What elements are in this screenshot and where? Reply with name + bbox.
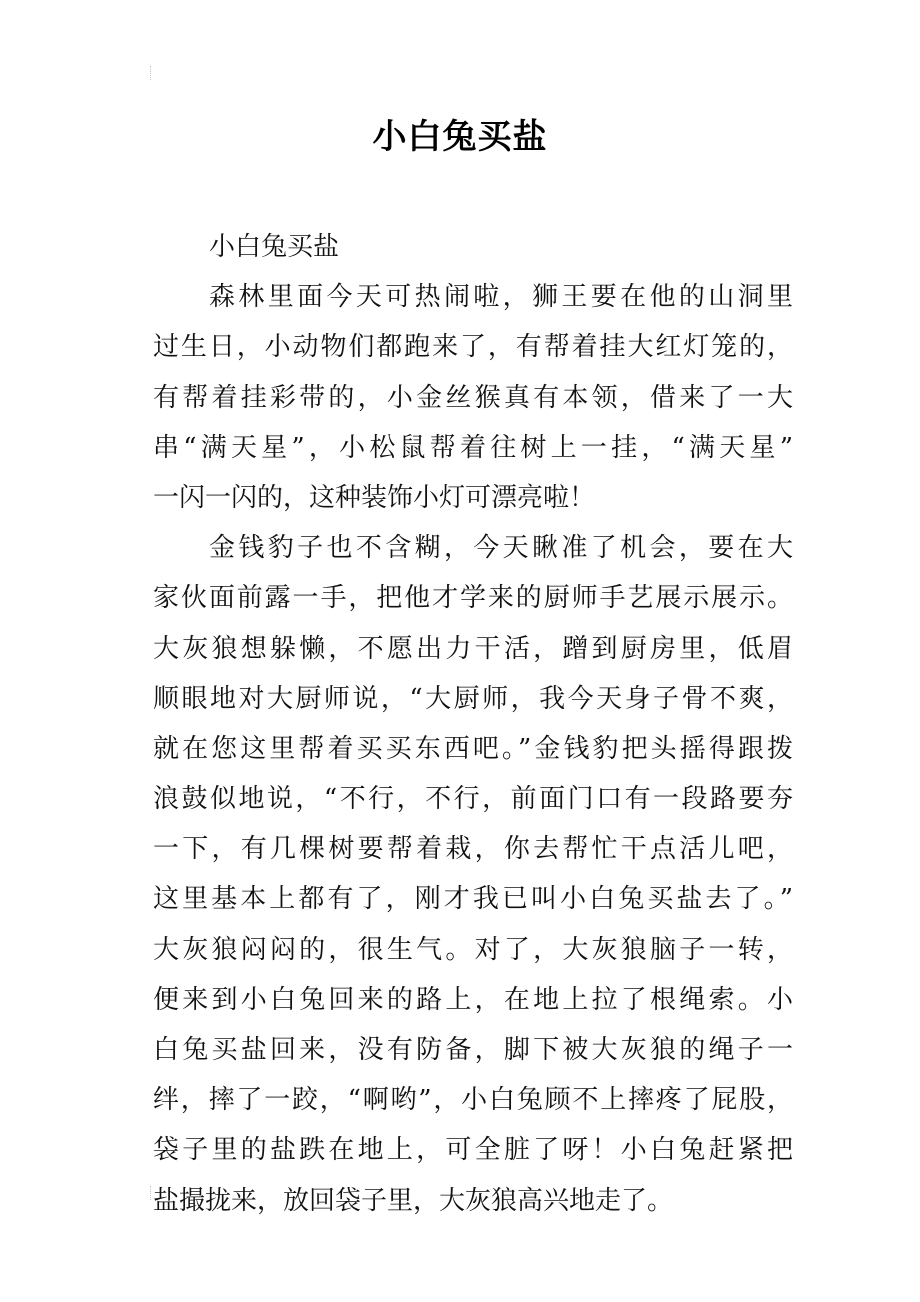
- paragraph-line: 串“满天星”，小松鼠帮着往树上一挂，“满天星”: [153, 432, 793, 463]
- paragraph-line: 浪鼓似地说，“不行，不行，前面门口有一段路要夯: [153, 784, 793, 815]
- paragraph-line: 便来到小白兔回来的路上，在地上拉了根绳索。小: [153, 984, 793, 1015]
- document-title: 小白兔买盐: [372, 117, 548, 157]
- paragraph-line: 白兔买盐回来，没有防备，脚下被大灰狼的绳子一: [153, 1035, 793, 1065]
- paragraph-line: 这里基本上都有了，刚才我已叫小白兔买盐去了。”: [153, 884, 793, 915]
- paragraph-line: 顺眼地对大厨师说，“大厨师，我今天身子骨不爽，: [153, 683, 793, 714]
- paragraph-line: 绊，摔了一跤，“啊哟”，小白兔顾不上摔疼了屁股，: [153, 1085, 793, 1116]
- paragraph-line: 就在您这里帮着买买东西吧。”金钱豹把头摇得跟拨: [153, 733, 793, 764]
- paragraph-line: 袋子里的盐跌在地上，可全脏了呀！小白兔赶紧把: [153, 1135, 793, 1166]
- paragraph-line: 过生日，小动物们都跑来了，有帮着挂大红灯笼的，: [153, 332, 793, 363]
- paragraph-line: 一闪一闪的，这种装饰小灯可漂亮啦！: [153, 482, 596, 513]
- document-body: [153, 222, 793, 1226]
- paragraph-line: 大灰狼想躲懒，不愿出力干活，蹭到厨房里，低眉: [153, 633, 793, 664]
- paragraph-line: 小白兔买盐: [209, 232, 340, 262]
- paragraph-line: 大灰狼闷闷的，很生气。对了，大灰狼脑子一转，: [153, 934, 793, 965]
- paragraph-line: 盐撮拢来，放回袋子里，大灰狼高兴地走了。: [153, 1185, 674, 1216]
- paragraph-line: 金钱豹子也不含糊，今天瞅准了机会，要在大: [209, 533, 793, 564]
- paragraph-line: 有帮着挂彩带的，小金丝猴真有本领，借来了一大: [153, 382, 793, 413]
- paragraph-line: 家伙面前露一手，把他才学来的厨师手艺展示展示。: [153, 583, 793, 614]
- paragraph-line: 一下，有几棵树要帮着栽，你去帮忙干点活儿吧，: [153, 834, 793, 865]
- paragraph-line: 森林里面今天可热闹啦，狮王要在他的山洞里: [209, 282, 793, 313]
- page-corner-mark-top: [150, 66, 157, 80]
